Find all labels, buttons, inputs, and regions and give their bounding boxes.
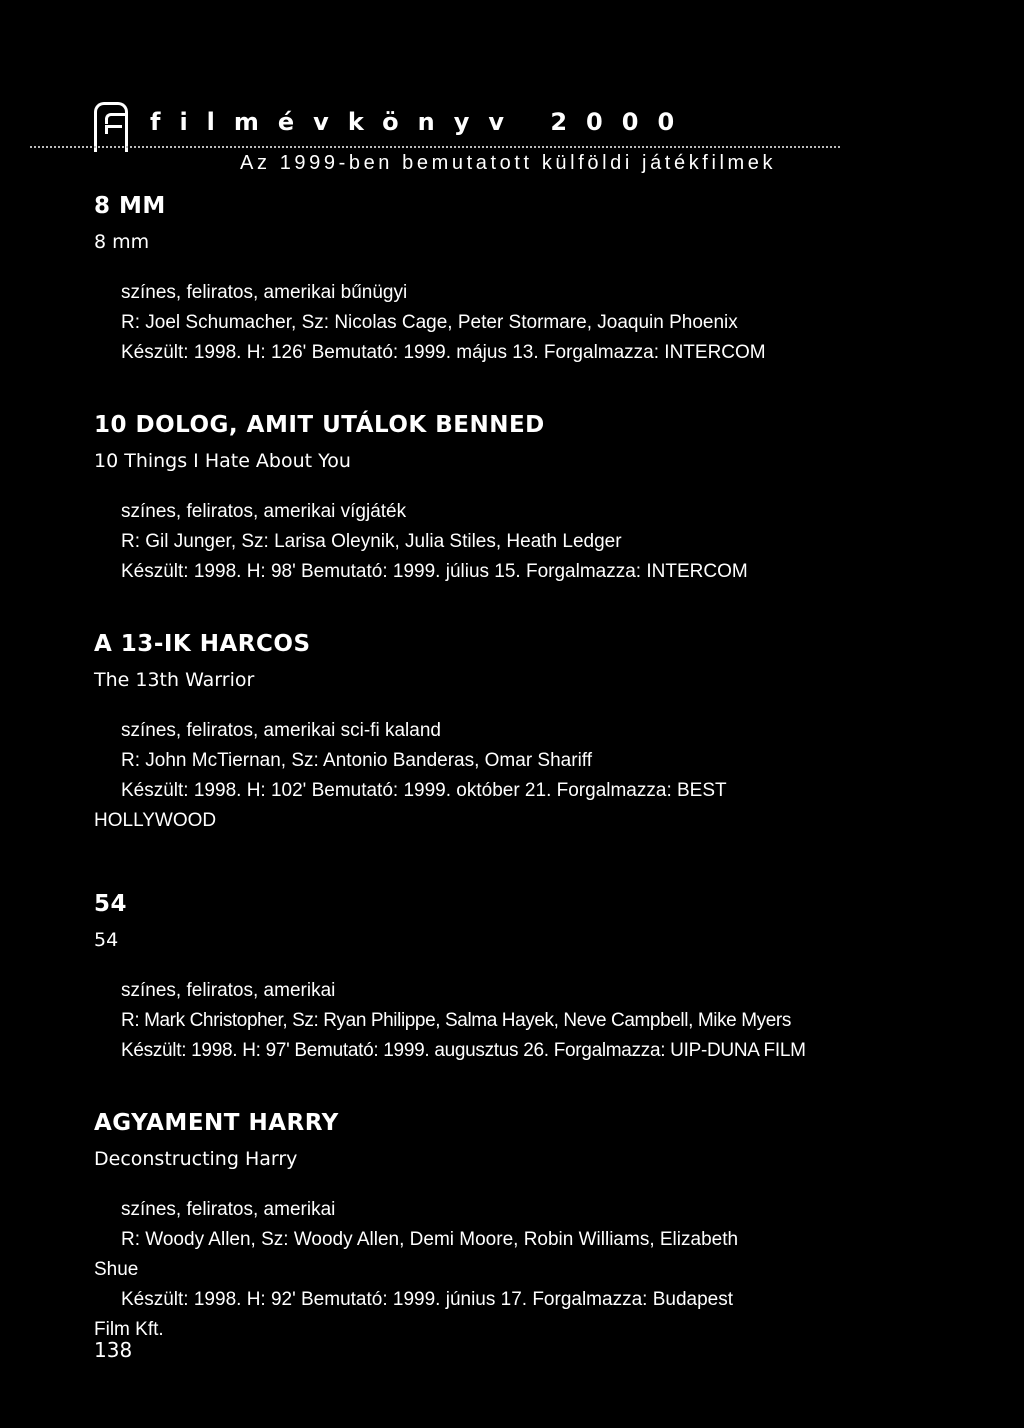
film-title-original: Deconstructing Harry bbox=[94, 1148, 298, 1170]
f-logo-icon bbox=[94, 102, 128, 152]
film-entry bbox=[94, 888, 854, 1066]
section-subtitle: Az 1999-ben bemutatott külföldi játékfilmek bbox=[240, 152, 777, 174]
film-title-original: The 13th Warrior bbox=[94, 669, 255, 691]
film-title-hungarian: A 13-IK HARCOS bbox=[94, 631, 311, 657]
film-credits: R: Joel Schumacher, Sz: Nicolas Cage, Peter Stormare, Joaquin Phoenix bbox=[121, 312, 738, 333]
film-info bbox=[94, 716, 854, 836]
film-entry bbox=[94, 409, 854, 587]
yearbook-title: filmévkönyv 2000 bbox=[150, 108, 694, 136]
film-title-hungarian: 54 bbox=[94, 891, 128, 917]
film-title-original: 54 bbox=[94, 929, 119, 951]
film-details-continued: Film Kft. bbox=[94, 1319, 164, 1340]
film-genre: színes, feliratos, amerikai bbox=[121, 980, 336, 1001]
film-details-continued: HOLLYWOOD bbox=[94, 810, 217, 831]
film-genre: színes, feliratos, amerikai vígjáték bbox=[121, 501, 407, 522]
film-info bbox=[94, 1195, 854, 1345]
film-info bbox=[94, 278, 854, 368]
dotted-rule bbox=[30, 146, 840, 148]
film-title-hungarian: 10 DOLOG, AMIT UTÁLOK BENNED bbox=[94, 412, 545, 438]
film-details: Készült: 1998. H: 97' Bemutató: 1999. augusztus 26. Forgalmazza: UIP-DUNA FILM bbox=[121, 1040, 806, 1061]
film-credits: R: Woody Allen, Sz: Woody Allen, Demi Moore, Robin Williams, Elizabeth bbox=[121, 1229, 739, 1250]
page-number: 138 bbox=[94, 1338, 133, 1362]
film-info bbox=[94, 497, 854, 587]
film-credits-continued: Shue bbox=[94, 1259, 139, 1280]
film-details: Készült: 1998. H: 92' Bemutató: 1999. június 17. Forgalmazza: Budapest bbox=[121, 1289, 733, 1310]
film-title-hungarian: AGYAMENT HARRY bbox=[94, 1110, 339, 1136]
film-credits: R: Mark Christopher, Sz: Ryan Philippe, Salma Hayek, Neve Campbell, Mike Myers bbox=[121, 1010, 791, 1031]
film-credits: R: Gil Junger, Sz: Larisa Oleynik, Julia Stiles, Heath Ledger bbox=[121, 531, 622, 552]
film-entry bbox=[94, 628, 854, 836]
film-list bbox=[94, 190, 854, 1386]
film-genre: színes, feliratos, amerikai sci-fi kaland bbox=[121, 720, 441, 741]
film-info bbox=[94, 976, 854, 1066]
page-header bbox=[0, 100, 1024, 180]
film-title-original: 8 mm bbox=[94, 231, 150, 253]
film-genre: színes, feliratos, amerikai bbox=[121, 1199, 336, 1220]
film-details: Készült: 1998. H: 102' Bemutató: 1999. október 21. Forgalmazza: BEST bbox=[121, 780, 727, 801]
film-title-hungarian: 8 MM bbox=[94, 193, 166, 219]
film-title-original: 10 Things I Hate About You bbox=[94, 450, 351, 472]
film-details: Készült: 1998. H: 126' Bemutató: 1999. május 13. Forgalmazza: INTERCOM bbox=[121, 342, 766, 363]
film-entry bbox=[94, 1107, 854, 1345]
film-details: Készült: 1998. H: 98' Bemutató: 1999. július 15. Forgalmazza: INTERCOM bbox=[121, 561, 748, 582]
film-entry bbox=[94, 190, 854, 368]
film-credits: R: John McTiernan, Sz: Antonio Banderas, Omar Shariff bbox=[121, 750, 593, 771]
film-genre: színes, feliratos, amerikai bűnügyi bbox=[121, 282, 408, 303]
